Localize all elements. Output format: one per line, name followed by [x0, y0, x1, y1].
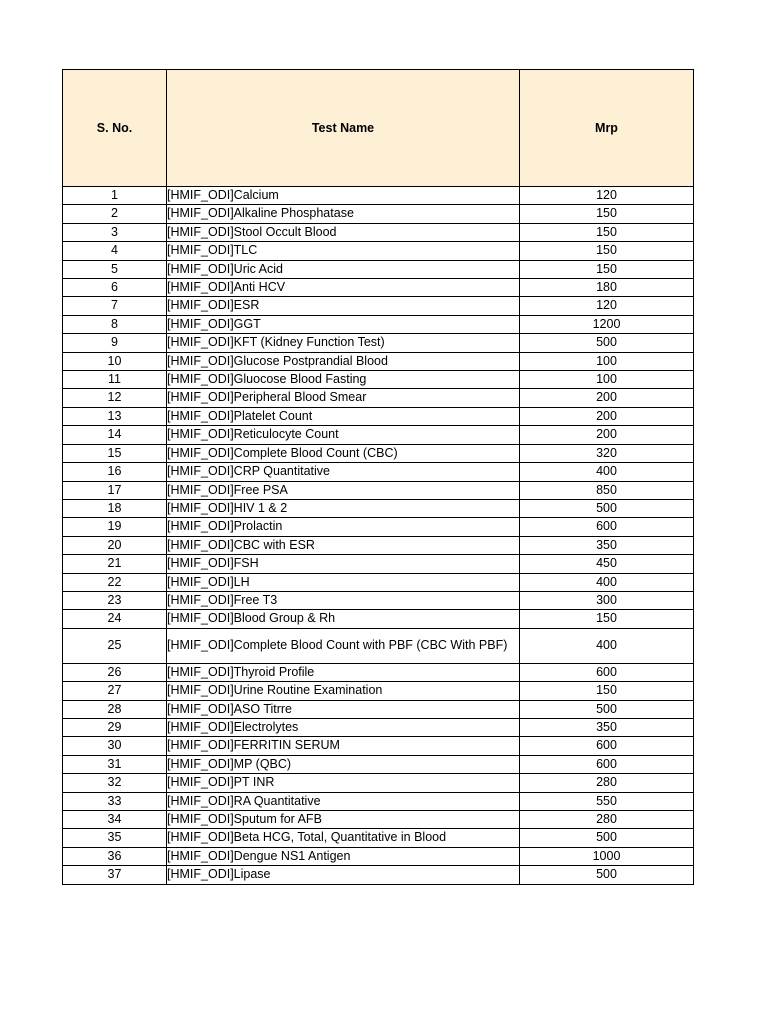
cell-mrp: 350 — [520, 536, 694, 554]
table-row — [63, 573, 694, 591]
table-row — [63, 481, 694, 499]
cell-mrp: 500 — [520, 829, 694, 847]
cell-serial-number: 11 — [63, 371, 167, 389]
cell-serial-number: 14 — [63, 426, 167, 444]
table-row — [63, 315, 694, 333]
table-row — [63, 444, 694, 462]
cell-mrp: 300 — [520, 591, 694, 609]
cell-serial-number: 25 — [63, 628, 167, 663]
cell-mrp: 150 — [520, 610, 694, 628]
cell-test-name: [HMIF_ODI]Complete Blood Count with PBF (CBC With PBF) — [167, 628, 520, 663]
cell-mrp: 320 — [520, 444, 694, 462]
cell-serial-number: 1 — [63, 187, 167, 205]
cell-mrp: 350 — [520, 718, 694, 736]
cell-mrp: 200 — [520, 389, 694, 407]
cell-test-name: [HMIF_ODI]Beta HCG, Total, Quantitative in Blood — [167, 829, 520, 847]
table-row — [63, 187, 694, 205]
cell-mrp: 500 — [520, 334, 694, 352]
table-row — [63, 518, 694, 536]
cell-serial-number: 29 — [63, 718, 167, 736]
table-row — [63, 811, 694, 829]
cell-serial-number: 2 — [63, 205, 167, 223]
cell-test-name: [HMIF_ODI]FSH — [167, 555, 520, 573]
cell-serial-number: 4 — [63, 242, 167, 260]
cell-mrp: 500 — [520, 866, 694, 884]
cell-test-name: [HMIF_ODI]Uric Acid — [167, 260, 520, 278]
cell-test-name: [HMIF_ODI]Lipase — [167, 866, 520, 884]
cell-serial-number: 20 — [63, 536, 167, 554]
cell-serial-number: 8 — [63, 315, 167, 333]
cell-serial-number: 33 — [63, 792, 167, 810]
table-row — [63, 847, 694, 865]
column-header-mrp: Mrp — [520, 70, 694, 187]
cell-serial-number: 27 — [63, 682, 167, 700]
cell-serial-number: 30 — [63, 737, 167, 755]
cell-serial-number: 18 — [63, 499, 167, 517]
cell-test-name: [HMIF_ODI]Sputum for AFB — [167, 811, 520, 829]
cell-mrp: 500 — [520, 499, 694, 517]
cell-mrp: 150 — [520, 242, 694, 260]
cell-test-name: [HMIF_ODI]Anti HCV — [167, 279, 520, 297]
table-row — [63, 297, 694, 315]
column-header-serial-number: S. No. — [63, 70, 167, 187]
cell-serial-number: 7 — [63, 297, 167, 315]
cell-mrp: 150 — [520, 205, 694, 223]
cell-serial-number: 22 — [63, 573, 167, 591]
cell-mrp: 120 — [520, 187, 694, 205]
cell-mrp: 400 — [520, 573, 694, 591]
cell-mrp: 400 — [520, 463, 694, 481]
cell-mrp: 100 — [520, 371, 694, 389]
cell-mrp: 150 — [520, 260, 694, 278]
cell-test-name: [HMIF_ODI]Gluocose Blood Fasting — [167, 371, 520, 389]
cell-serial-number: 37 — [63, 866, 167, 884]
table-row — [63, 610, 694, 628]
cell-mrp: 100 — [520, 352, 694, 370]
table-row — [63, 463, 694, 481]
table-row — [63, 628, 694, 663]
table-row — [63, 426, 694, 444]
table-row — [63, 792, 694, 810]
cell-serial-number: 34 — [63, 811, 167, 829]
cell-test-name: [HMIF_ODI]Free T3 — [167, 591, 520, 609]
column-header-test-name: Test Name — [167, 70, 520, 187]
cell-mrp: 500 — [520, 700, 694, 718]
cell-serial-number: 26 — [63, 663, 167, 681]
cell-serial-number: 21 — [63, 555, 167, 573]
table-row — [63, 352, 694, 370]
cell-test-name: [HMIF_ODI]CBC with ESR — [167, 536, 520, 554]
table-row — [63, 718, 694, 736]
table-row — [63, 205, 694, 223]
cell-serial-number: 13 — [63, 407, 167, 425]
cell-mrp: 400 — [520, 628, 694, 663]
cell-test-name: [HMIF_ODI]ESR — [167, 297, 520, 315]
table-row — [63, 279, 694, 297]
cell-mrp: 150 — [520, 223, 694, 241]
cell-test-name: [HMIF_ODI]RA Quantitative — [167, 792, 520, 810]
cell-test-name: [HMIF_ODI]GGT — [167, 315, 520, 333]
cell-serial-number: 17 — [63, 481, 167, 499]
cell-test-name: [HMIF_ODI]Glucose Postprandial Blood — [167, 352, 520, 370]
cell-mrp: 600 — [520, 737, 694, 755]
table-row — [63, 866, 694, 884]
cell-serial-number: 28 — [63, 700, 167, 718]
table-row — [63, 755, 694, 773]
cell-test-name: [HMIF_ODI]Reticulocyte Count — [167, 426, 520, 444]
cell-test-name: [HMIF_ODI]Electrolytes — [167, 718, 520, 736]
cell-test-name: [HMIF_ODI]Complete Blood Count (CBC) — [167, 444, 520, 462]
cell-mrp: 600 — [520, 755, 694, 773]
cell-test-name: [HMIF_ODI]Free PSA — [167, 481, 520, 499]
table-row — [63, 260, 694, 278]
cell-serial-number: 6 — [63, 279, 167, 297]
cell-mrp: 280 — [520, 774, 694, 792]
table-row — [63, 223, 694, 241]
cell-serial-number: 32 — [63, 774, 167, 792]
cell-mrp: 120 — [520, 297, 694, 315]
table-row — [63, 663, 694, 681]
table-row — [63, 536, 694, 554]
cell-serial-number: 5 — [63, 260, 167, 278]
cell-mrp: 600 — [520, 663, 694, 681]
table-row — [63, 499, 694, 517]
table-row — [63, 407, 694, 425]
cell-mrp: 200 — [520, 426, 694, 444]
cell-serial-number: 31 — [63, 755, 167, 773]
cell-serial-number: 15 — [63, 444, 167, 462]
table-row — [63, 700, 694, 718]
cell-test-name: [HMIF_ODI]KFT (Kidney Function Test) — [167, 334, 520, 352]
cell-test-name: [HMIF_ODI]MP (QBC) — [167, 755, 520, 773]
cell-test-name: [HMIF_ODI]HIV 1 & 2 — [167, 499, 520, 517]
cell-serial-number: 24 — [63, 610, 167, 628]
table-row — [63, 371, 694, 389]
cell-test-name: [HMIF_ODI]PT INR — [167, 774, 520, 792]
cell-test-name: [HMIF_ODI]Prolactin — [167, 518, 520, 536]
table-row — [63, 334, 694, 352]
cell-test-name: [HMIF_ODI]CRP Quantitative — [167, 463, 520, 481]
cell-mrp: 180 — [520, 279, 694, 297]
cell-serial-number: 35 — [63, 829, 167, 847]
table-row — [63, 555, 694, 573]
table-header — [63, 70, 694, 187]
cell-serial-number: 16 — [63, 463, 167, 481]
cell-mrp: 450 — [520, 555, 694, 573]
cell-test-name: [HMIF_ODI]Blood Group & Rh — [167, 610, 520, 628]
cell-mrp: 850 — [520, 481, 694, 499]
cell-test-name: [HMIF_ODI]ASO Titrre — [167, 700, 520, 718]
cell-mrp: 1200 — [520, 315, 694, 333]
test-price-table — [62, 69, 694, 885]
cell-serial-number: 3 — [63, 223, 167, 241]
table-row — [63, 829, 694, 847]
cell-test-name: [HMIF_ODI]Platelet Count — [167, 407, 520, 425]
table-row — [63, 774, 694, 792]
cell-test-name: [HMIF_ODI]LH — [167, 573, 520, 591]
table-row — [63, 389, 694, 407]
cell-test-name: [HMIF_ODI]Calcium — [167, 187, 520, 205]
cell-mrp: 200 — [520, 407, 694, 425]
cell-test-name: [HMIF_ODI]Alkaline Phosphatase — [167, 205, 520, 223]
cell-test-name: [HMIF_ODI]TLC — [167, 242, 520, 260]
cell-mrp: 550 — [520, 792, 694, 810]
cell-serial-number: 9 — [63, 334, 167, 352]
cell-mrp: 150 — [520, 682, 694, 700]
cell-test-name: [HMIF_ODI]Dengue NS1 Antigen — [167, 847, 520, 865]
cell-test-name: [HMIF_ODI]Peripheral Blood Smear — [167, 389, 520, 407]
cell-serial-number: 10 — [63, 352, 167, 370]
table-row — [63, 591, 694, 609]
table-body — [63, 187, 694, 885]
table-row — [63, 737, 694, 755]
cell-test-name: [HMIF_ODI]Thyroid Profile — [167, 663, 520, 681]
cell-test-name: [HMIF_ODI]Stool Occult Blood — [167, 223, 520, 241]
cell-mrp: 1000 — [520, 847, 694, 865]
cell-serial-number: 36 — [63, 847, 167, 865]
cell-mrp: 600 — [520, 518, 694, 536]
table-row — [63, 242, 694, 260]
cell-serial-number: 23 — [63, 591, 167, 609]
cell-serial-number: 12 — [63, 389, 167, 407]
cell-test-name: [HMIF_ODI]Urine Routine Examination — [167, 682, 520, 700]
cell-mrp: 280 — [520, 811, 694, 829]
cell-test-name: [HMIF_ODI]FERRITIN SERUM — [167, 737, 520, 755]
header-row — [63, 70, 694, 187]
table-row — [63, 682, 694, 700]
cell-serial-number: 19 — [63, 518, 167, 536]
